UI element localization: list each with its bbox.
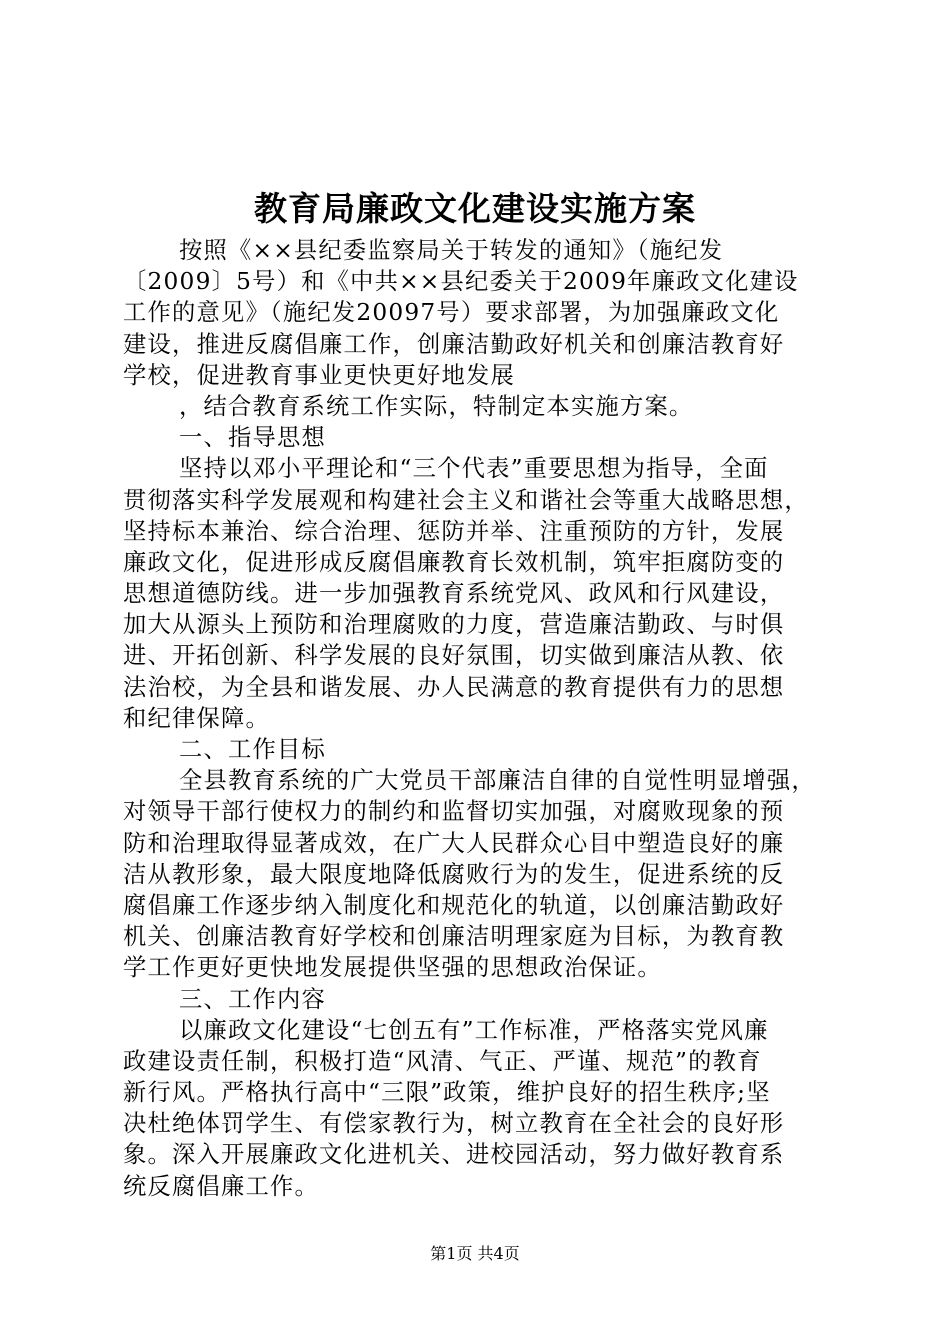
paragraph-line: 思想道德防线。进一步加强教育系统党风、政风和行风建设， (123, 580, 785, 608)
paragraph-line: 坚持标本兼治、综合治理、惩防并举、注重预防的方针，发展 (123, 517, 785, 545)
paragraph-line: 进、开拓创新、科学发展的良好氛围，切实做到廉洁从教、依 (123, 642, 785, 670)
paragraph-line: 建设，推进反腐倡廉工作，创廉洁勤政好机关和创廉洁教育好 (123, 330, 785, 358)
paragraph-line: 和纪律保障。 (123, 704, 270, 732)
paragraph-line: 防和治理取得显著成效，在广大人民群众心目中塑造良好的廉 (123, 829, 785, 857)
paragraph-line: 决杜绝体罚学生、有偿家教行为，树立教育在全社会的良好形 (123, 1110, 785, 1138)
paragraph-line: 以廉政文化建设“七创五有”工作标准，严格落实党风廉 (179, 1016, 769, 1044)
document-body (123, 235, 841, 1202)
paragraph-line: 坚持以邓小平理论和“三个代表”重要思想为指导，全面 (179, 455, 769, 483)
page-number-footer: 第1页 共4页 (430, 1244, 520, 1263)
paragraph-line: 加大从源头上预防和治理腐败的力度，营造廉洁勤政、与时俱 (123, 611, 785, 639)
paragraph-line: 洁从教形象，最大限度地降低腐败行为的发生，促进系统的反 (123, 860, 785, 888)
paragraph-line: 〔2009〕5号）和《中共××县纪委关于2009年廉政文化建设 (123, 268, 799, 296)
paragraph-line: 工作的意见》（施纪发20097号）要求部署，为加强廉政文化 (123, 299, 780, 327)
paragraph-line: 象。深入开展廉政文化进机关、进校园活动，努力做好教育系 (123, 1141, 785, 1169)
paragraph-line: 对领导干部行使权力的制约和监督切实加强，对腐败现象的预 (123, 798, 785, 826)
paragraph-line: 学工作更好更快地发展提供坚强的思想政治保证。 (123, 954, 662, 982)
paragraph-line: 机关、创廉洁教育好学校和创廉洁明理家庭为目标，为教育教 (123, 923, 785, 951)
paragraph-line: 按照《××县纪委监察局关于转发的通知》（施纪发 (179, 237, 724, 264)
paragraph-line: 廉政文化，促进形成反腐倡廉教育长效机制，筑牢拒腐防变的 (123, 548, 785, 576)
section-heading: 一、指导思想 (179, 424, 326, 452)
paragraph-line: 法治校，为全县和谐发展、办人民满意的教育提供有力的思想 (123, 673, 785, 701)
paragraph-line: 腐倡廉工作逐步纳入制度化和规范化的轨道，以创廉洁勤政好 (123, 891, 785, 919)
paragraph-line: 学校，促进教育事业更快更好地发展 (123, 361, 515, 389)
paragraph-line: 贯彻落实科学发展观和构建社会主义和谐社会等重大战略思想， (123, 486, 809, 514)
paragraph-line: 统反腐倡廉工作。 (123, 1172, 319, 1200)
paragraph-line: 政建设责任制，积极打造“风清、气正、严谨、规范”的教育 (123, 1047, 762, 1075)
document-title: 教育局廉政文化建设实施方案 (254, 189, 696, 228)
section-heading: 三、工作内容 (179, 985, 326, 1013)
paragraph-line: 新行风。严格执行高中“三限”政策，维护良好的招生秩序;坚 (123, 1079, 771, 1107)
paragraph-line: 全县教育系统的广大党员干部廉洁自律的自觉性明显增强， (179, 767, 816, 795)
section-heading: 二、工作目标 (179, 736, 326, 763)
paragraph-line: ，结合教育系统工作实际，特制定本实施方案。 (179, 392, 694, 420)
